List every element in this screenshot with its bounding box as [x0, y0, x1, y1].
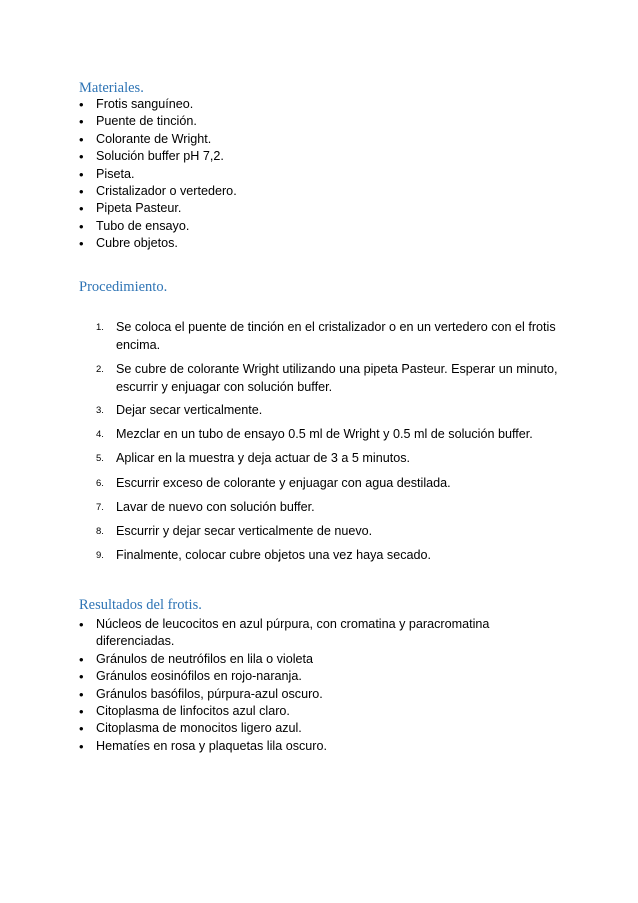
- step-item: [96, 360, 566, 396]
- list-item: • Gránulos de neutrófilos en lila o violeta: [79, 651, 559, 668]
- list-item: • Tubo de ensayo.: [79, 218, 559, 235]
- list-item: • Solución buffer pH 7,2.: [79, 148, 559, 165]
- step-text: Lavar de nuevo con solución buffer.: [116, 499, 315, 514]
- resultados-heading: Resultados del frotis.: [79, 597, 202, 613]
- step-item: [96, 449, 566, 467]
- step-item: [96, 318, 566, 354]
- step-text: Aplicar en la muestra y deja actuar de 3 a 5 minutos.: [116, 451, 411, 466]
- procedimiento-steps: [96, 318, 566, 570]
- step-number: 1.: [96, 322, 104, 333]
- step-item: [96, 474, 566, 492]
- step-number: 4.: [96, 429, 104, 441]
- list-item: • Hematíes en rosa y plaquetas lila oscuro.: [79, 738, 559, 755]
- list-item: • Puente de tinción.: [79, 113, 559, 130]
- procedimiento-heading: Procedimiento.: [79, 279, 168, 295]
- step-number: 3.: [96, 405, 104, 416]
- list-item: • Cubre objetos.: [79, 235, 559, 252]
- step-text: Mezclar en un tubo de ensayo 0.5 ml de Wright y 0.5 ml de solución buffer.: [116, 427, 533, 442]
- step-text: Se cubre de colorante Wright utilizando una pipeta Pasteur. Esperar un minuto, escurrir y enjuagar con solución buffer.: [116, 361, 558, 394]
- list-item: • Cristalizador o vertedero.: [79, 183, 559, 200]
- step-item: [96, 522, 566, 540]
- list-item: • Gránulos basófilos, púrpura-azul oscuro.: [79, 686, 559, 703]
- step-number: 6.: [96, 477, 104, 489]
- list-item: • Núcleos de leucocitos en azul púrpura, con cromatina y paracromatina diferenciadas.: [79, 616, 559, 651]
- step-item: [96, 498, 566, 516]
- step-number: 8.: [96, 525, 104, 537]
- list-item: • Frotis sanguíneo.: [79, 96, 559, 113]
- step-number: 5.: [96, 453, 104, 465]
- step-text: Escurrir exceso de colorante y enjuagar con agua destilada.: [116, 475, 451, 490]
- step-number: 7.: [96, 501, 104, 513]
- list-item: • Citoplasma de linfocitos azul claro.: [79, 703, 559, 720]
- list-item: • Piseta.: [79, 166, 559, 183]
- step-text: Se coloca el puente de tinción en el cristalizador o en un vertedero con el frotis encima.: [116, 320, 556, 352]
- materiales-heading: Materiales.: [79, 80, 144, 96]
- step-text: Dejar secar verticalmente.: [116, 403, 263, 417]
- step-number: 9.: [96, 550, 104, 562]
- list-item: • Colorante de Wright.: [79, 131, 559, 148]
- step-item: [96, 425, 566, 443]
- step-text: Finalmente, colocar cubre objetos una vez haya secado.: [116, 548, 432, 563]
- list-item: • Gránulos eosinófilos en rojo-naranja.: [79, 668, 559, 685]
- resultados-list: [79, 616, 559, 755]
- step-item: [96, 546, 566, 564]
- step-item: [96, 401, 566, 419]
- list-item: • Citoplasma de monocitos ligero azul.: [79, 720, 559, 737]
- step-number: 2.: [96, 363, 104, 375]
- step-text: Escurrir y dejar secar verticalmente de nuevo.: [116, 523, 373, 538]
- list-item: • Pipeta Pasteur.: [79, 200, 559, 217]
- materiales-list: [79, 96, 559, 253]
